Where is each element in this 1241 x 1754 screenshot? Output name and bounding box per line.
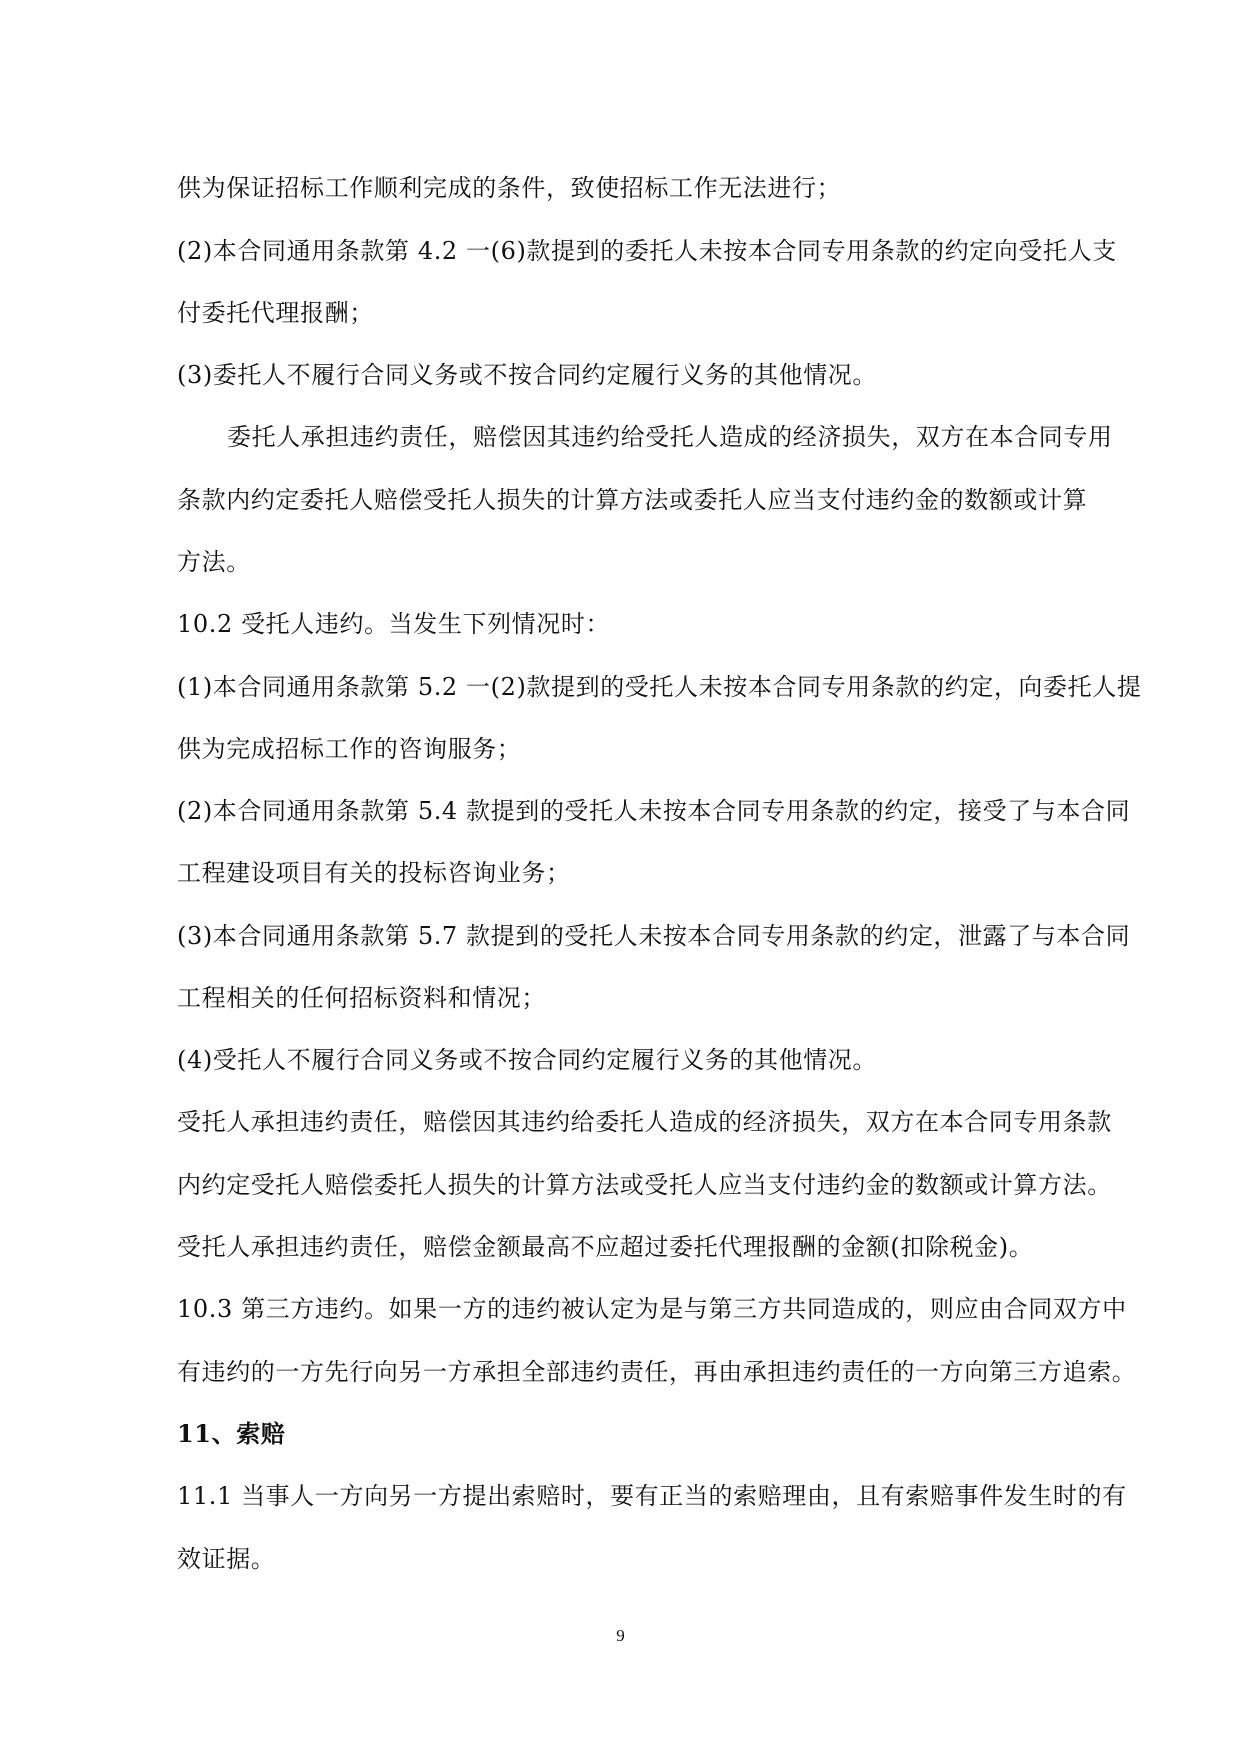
text-line: (3)本合同通用条款第 5.7 款提到的受托人未按本合同专用条款的约定，泄露了与本合同 xyxy=(177,922,1131,950)
text-line: 有违约的一方先行向另一方承担全部违约责任，再由承担违约责任的一方向第三方追索。 xyxy=(177,1358,1137,1386)
text-line: 内约定受托人赔偿委托人损失的计算方法或受托人应当支付违约金的数额或计算方法。 xyxy=(177,1171,1112,1199)
text-line: 受托人承担违约责任，赔偿金额最高不应超过委托代理报酬的金额(扣除税金)。 xyxy=(177,1233,1034,1261)
section-heading: 10.3 第三方违约。如果一方的违约被认定为是与第三方共同造成的，则应由合同双方中 xyxy=(177,1295,1127,1323)
text-line: 11.1 当事人一方向另一方提出索赔时，要有正当的索赔理由，且有索赔事件发生时的有 xyxy=(177,1482,1127,1510)
text-line: 供为完成招标工作的咨询服务； xyxy=(177,735,522,763)
page-number: 9 xyxy=(616,1626,625,1645)
text-line: (4)受托人不履行合同义务或不按合同约定履行义务的其他情况。 xyxy=(177,1046,877,1074)
text-line: 供为保证招标工作顺利完成的条件，致使招标工作无法进行； xyxy=(177,174,842,202)
text-line: (1)本合同通用条款第 5.2 一(2)款提到的受托人未按本合同专用条款的约定，向委托人提 xyxy=(177,673,1142,701)
text-line: 委托人承担违约责任，赔偿因其违约给受托人造成的经济损失，双方在本合同专用 xyxy=(227,423,1113,451)
text-line: (3)委托人不履行合同义务或不按合同约定履行义务的其他情况。 xyxy=(177,361,877,389)
text-line: 方法。 xyxy=(177,548,251,576)
text-line: (2)本合同通用条款第 5.4 款提到的受托人未按本合同专用条款的约定，接受了与本合同 xyxy=(177,797,1131,825)
section-heading: 10.2 受托人违约。当发生下列情况时： xyxy=(177,610,611,638)
text-line: 工程建设项目有关的投标咨询业务； xyxy=(177,859,571,887)
text-line: 受托人承担违约责任，赔偿因其违约给委托人造成的经济损失，双方在本合同专用条款 xyxy=(177,1108,1112,1136)
chapter-heading: 11、索赔 xyxy=(177,1419,286,1448)
text-line: 条款内约定委托人赔偿受托人损失的计算方法或委托人应当支付违约金的数额或计算 xyxy=(177,486,1088,514)
text-line: 付委托代理报酬； xyxy=(177,299,374,327)
text-line: 工程相关的任何招标资料和情况； xyxy=(177,984,546,1012)
text-line: 效证据。 xyxy=(177,1545,276,1573)
text-line: (2)本合同通用条款第 4.2 一(6)款提到的委托人未按本合同专用条款的约定向受托人支 xyxy=(177,237,1117,265)
